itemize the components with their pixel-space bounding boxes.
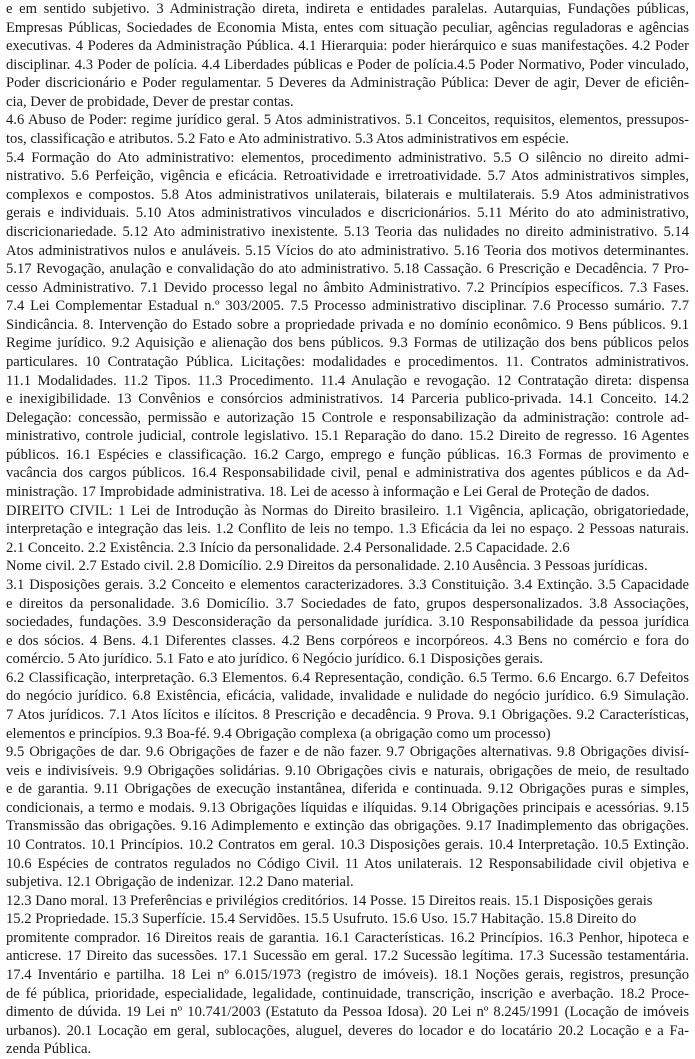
text-line: subjetiva. 12.1 Obrigação de indenizar. 12.2 Dano material. <box>6 874 354 891</box>
text-line: cia, Dever de probidade, Dever de prestar contas. <box>6 93 294 110</box>
text-line: do negócio jurídico. 6.8 Existência, eficácia, validade, invalidade e nulidade do negócio jurídico. 6.9 Simulação. <box>6 688 689 705</box>
text-line: 15.2 Propriedade. 15.3 Superfície. 15.4 Servidões. 15.5 Usufruto. 15.6 Uso. 15.7 Habitação. 15.8 Direito do <box>6 911 637 928</box>
text-line: vacância dos cargos públicos. 16.4 Responsabilidade civil, penal e administrativa dos agentes públicos e da Ad- <box>6 465 689 482</box>
text-line: Atos administrativos nulos e anuláveis. 5.15 Vícios do ato administrativo. 5.16 Teoria dos motivos determinantes. <box>6 242 689 259</box>
text-line: 4.6 Abuso de Poder: regime jurídico geral. 5 Atos administrativos. 5.1 Conceitos, requisitos, elementos, pressupos- <box>6 112 689 129</box>
text-line: 10 Contratos. 10.1 Princípios. 10.2 Contratos em geral. 10.3 Disposições gerais. 10.4 Interpretação. 10.5 Extinção. <box>6 837 689 854</box>
text-line: Nome civil. 2.7 Estado civil. 2.8 Domicílio. 2.9 Direitos da personalidade. 2.10 Ausência. 3 Pessoas jurídicas. <box>6 558 648 575</box>
text-line: e de garantia. 9.11 Obrigações de execução instantânea, diferida e continuada. 9.12 Obrigações puras e simples, <box>6 781 689 798</box>
text-line: e direitos da personalidade. 3.6 Domicílio. 3.7 Sociedades de fato, grupos despersonalizados. 3.8 Associações, <box>6 595 689 612</box>
text-line: cesso Administrativo. 7.1 Devido processo legal no âmbito Administrativo. 7.2 Princípios específicos. 7.3 Fases. <box>6 279 689 296</box>
text-line: interpretação e integração das leis. 1.2 Conflito de leis no tempo. 1.3 Eficácia da lei no espaço. 2 Pessoas naturais. <box>6 521 689 538</box>
text-line: nistrativo. 5.6 Perfeição, vigência e eficácia. Retroatividade e irretroatividade. 5.7 Atos administrativos simples, <box>6 168 689 185</box>
text-line: gerais e individuais. 5.10 Atos administrativos vinculados e discricionários. 5.11 Mérito do ato administrativo, <box>6 205 689 222</box>
text-line: veis e indivisíveis. 9.9 Obrigações solidárias. 9.10 Obrigações civis e naturais, obrigações de meio, de resultado <box>6 762 689 779</box>
text-line: 7.4 Lei Complementar Estadual n.º 303/2005. 7.5 Processo administrativo disciplinar. 7.6 Processo sumário. 7.7 <box>6 298 689 315</box>
text-line: Delegação: concessão, permissão e autorização 15 Controle e responsabilização da administração: controle ad- <box>6 409 689 426</box>
text-line: e em sentido subjetivo. 3 Administração direta, indireta e entidades paralelas. Autarquias, Fundações públicas, <box>6 1 689 17</box>
text-line: condicionais, a termo e modais. 9.13 Obrigações líquidas e ilíquidas. 9.14 Obrigações principais e acessórias. 9.15 <box>6 799 689 816</box>
text-line: promitente comprador. 16 Direitos reais de garantia. 16.1 Características. 16.2 Princípios. 16.3 Penhor, hipoteca e <box>6 929 689 946</box>
text-line: particulares. 10 Contratação Pública. Licitações: modalidades e procedimentos. 11. Contratos administrativos. <box>6 353 689 370</box>
text-line: Regime jurídico. 9.2 Aquisição e alienação dos bens públicos. 9.3 Formas de utilização dos bens públicos pelos <box>6 335 689 352</box>
text-line: sociedades, fundações. 3.9 Desconsideração da personalidade jurídica. 3.10 Responsabilidade da pessoa jurídica <box>6 614 689 631</box>
text-line: ministrativo, controle judicial, controle legislativo. 15.1 Reparação do dano. 15.2 Direito de regresso. 16 Agentes <box>6 428 689 445</box>
text-line: 12.3 Dano moral. 13 Preferências e privilégios creditórios. 14 Posse. 15 Direitos reais. 15.1 Disposições gerais <box>6 892 653 909</box>
text-line: 9.5 Obrigações de dar. 9.6 Obrigações de fazer e de não fazer. 9.7 Obrigações alternativas. 9.8 Obrigações divisí- <box>6 744 689 761</box>
text-line: e inexigibilidade. 13 Convênios e consórcios administrativos. 14 Parceria publico-privada. 14.1 Conceito. 14.2 <box>6 391 689 408</box>
text-line: urbanos). 20.1 Locação em geral, sublocações, aluguel, deveres do locador e do locatário 20.2 Locação e a Fa- <box>6 1022 689 1039</box>
text-line: complexos e compostos. 5.8 Atos administrativos unilaterais, bilaterais e multilaterais. 5.9 Atos administrativos <box>6 186 689 203</box>
text-line: elementos e princípios. 9.3 Boa-fé. 9.4 Obrigação complexa (a obrigação como um processo) <box>6 725 551 742</box>
text-line: e dos sócios. 4 Bens. 4.1 Diferentes classes. 4.2 Bens corpóreos e incorpóreos. 4.3 Bens no comércio e fora do <box>6 632 689 649</box>
text-line: anticrese. 17 Direito das sucessões. 17.1 Sucessão em geral. 17.2 Sucessão legítima. 17.3 Sucessão testamentária. <box>6 948 689 965</box>
text-line: dimento de dúvida. 19 Lei nº 10.741/2003 (Estatuto da Pessoa Idosa). 20 Lei nº 8.245/1991 (Locação de imóveis <box>6 1004 689 1021</box>
text-line: executivas. 4 Poderes da Administração Pública. 4.1 Hierarquia: poder hierárquico e suas manifestações. 4.2 Poder <box>6 38 689 55</box>
text-line: zenda Pública. <box>6 1041 92 1058</box>
text-line: 11.1 Modalidades. 11.2 Tipos. 11.3 Procedimento. 11.4 Anulação e revogação. 12 Contratação direta: dispensa <box>6 372 689 389</box>
text-line: Poder discricionário e Poder regulamentar. 5 Deveres da Administração Pública: Dever de agir, Dever de eficiên- <box>6 75 689 92</box>
text-line: 5.4 Formação do Ato administrativo: elementos, procedimento administrativo. 5.5 O silêncio no direito admi- <box>6 149 689 166</box>
text-line: Transmissão das obrigações. 9.16 Adimplemento e extinção das obrigações. 9.17 Inadimplemento das obrigações. <box>6 818 689 835</box>
text-line: 3.1 Disposições gerais. 3.2 Conceito e elementos caracterizadores. 3.3 Constituição. 3.4 Extinção. 3.5 Capacidade <box>6 576 689 593</box>
text-line: tos, classificação e atributos. 5.2 Fato e Ato administrativo. 5.3 Atos administrativos em espécie. <box>6 131 569 148</box>
text-line: 2.1 Conceito. 2.2 Existência. 2.3 Início da personalidade. 2.4 Personalidade. 2.5 Capacidade. 2.6 <box>6 539 570 556</box>
text-line: 7 Atos jurídicos. 7.1 Atos lícitos e ilícitos. 8 Prescrição e decadência. 9 Prova. 9.1 Obrigações. 9.2 Características, <box>6 706 689 723</box>
text-line: Sindicância. 8. Intervenção do Estado sobre a propriedade privada e no domínio econômico. 9 Bens públicos. 9.1 <box>6 316 689 333</box>
text-line: de fé pública, prioridade, especialidade, legalidade, continuidade, transcrição, inscrição e averbação. 18.2 Proce- <box>6 985 689 1002</box>
text-line: ministração. 17 Improbidade administrativa. 18. Lei de acesso à informação e Lei Geral de Proteção de dados. <box>6 484 650 501</box>
text-line: 10.6 Espécies de contratos regulados no Código Civil. 11 Atos unilaterais. 12 Responsabilidade civil objetiva e <box>6 855 689 872</box>
text-line: públicos. 16.1 Espécies e classificação. 16.2 Cargo, emprego e função públicas. 16.3 Formas de provimento e <box>6 446 689 463</box>
text-line: 6.2 Classificação, interpretação. 6.3 Elementos. 6.4 Representação, condição. 6.5 Termo. 6.6 Encargo. 6.7 Defeitos <box>6 669 689 686</box>
text-line: DIREITO CIVIL: 1 Lei de Introdução às Normas do Direito brasileiro. 1.1 Vigência, aplicação, obrigatoriedade, <box>6 502 689 519</box>
text-line: 17.4 Inventário e partilha. 18 Lei nº 6.015/1973 (registro de imóveis). 18.1 Noções gerais, registros, presunção <box>6 967 689 984</box>
text-line: comércio. 5 Ato jurídico. 5.1 Fato e ato jurídico. 6 Negócio jurídico. 6.1 Disposições gerais. <box>6 651 544 668</box>
text-line: discricionariedade. 5.12 Ato administrativo inexistente. 5.13 Teoria das nulidades no direito administrativo. 5.14 <box>6 223 689 240</box>
text-line: Empresas Públicas, Sociedades de Economia Mista, entes com situação peculiar, agências reguladoras e agências <box>6 19 689 36</box>
text-line: disciplinar. 4.3 Poder de polícia. 4.4 Liberdades públicas e Poder de polícia.4.5 Poder Normativo, Poder vinculado, <box>6 56 689 73</box>
text-line: 5.17 Revogação, anulação e convalidação do ato administrativo. 5.18 Cassação. 6 Prescrição e Decadência. 7 Pro- <box>6 261 689 278</box>
